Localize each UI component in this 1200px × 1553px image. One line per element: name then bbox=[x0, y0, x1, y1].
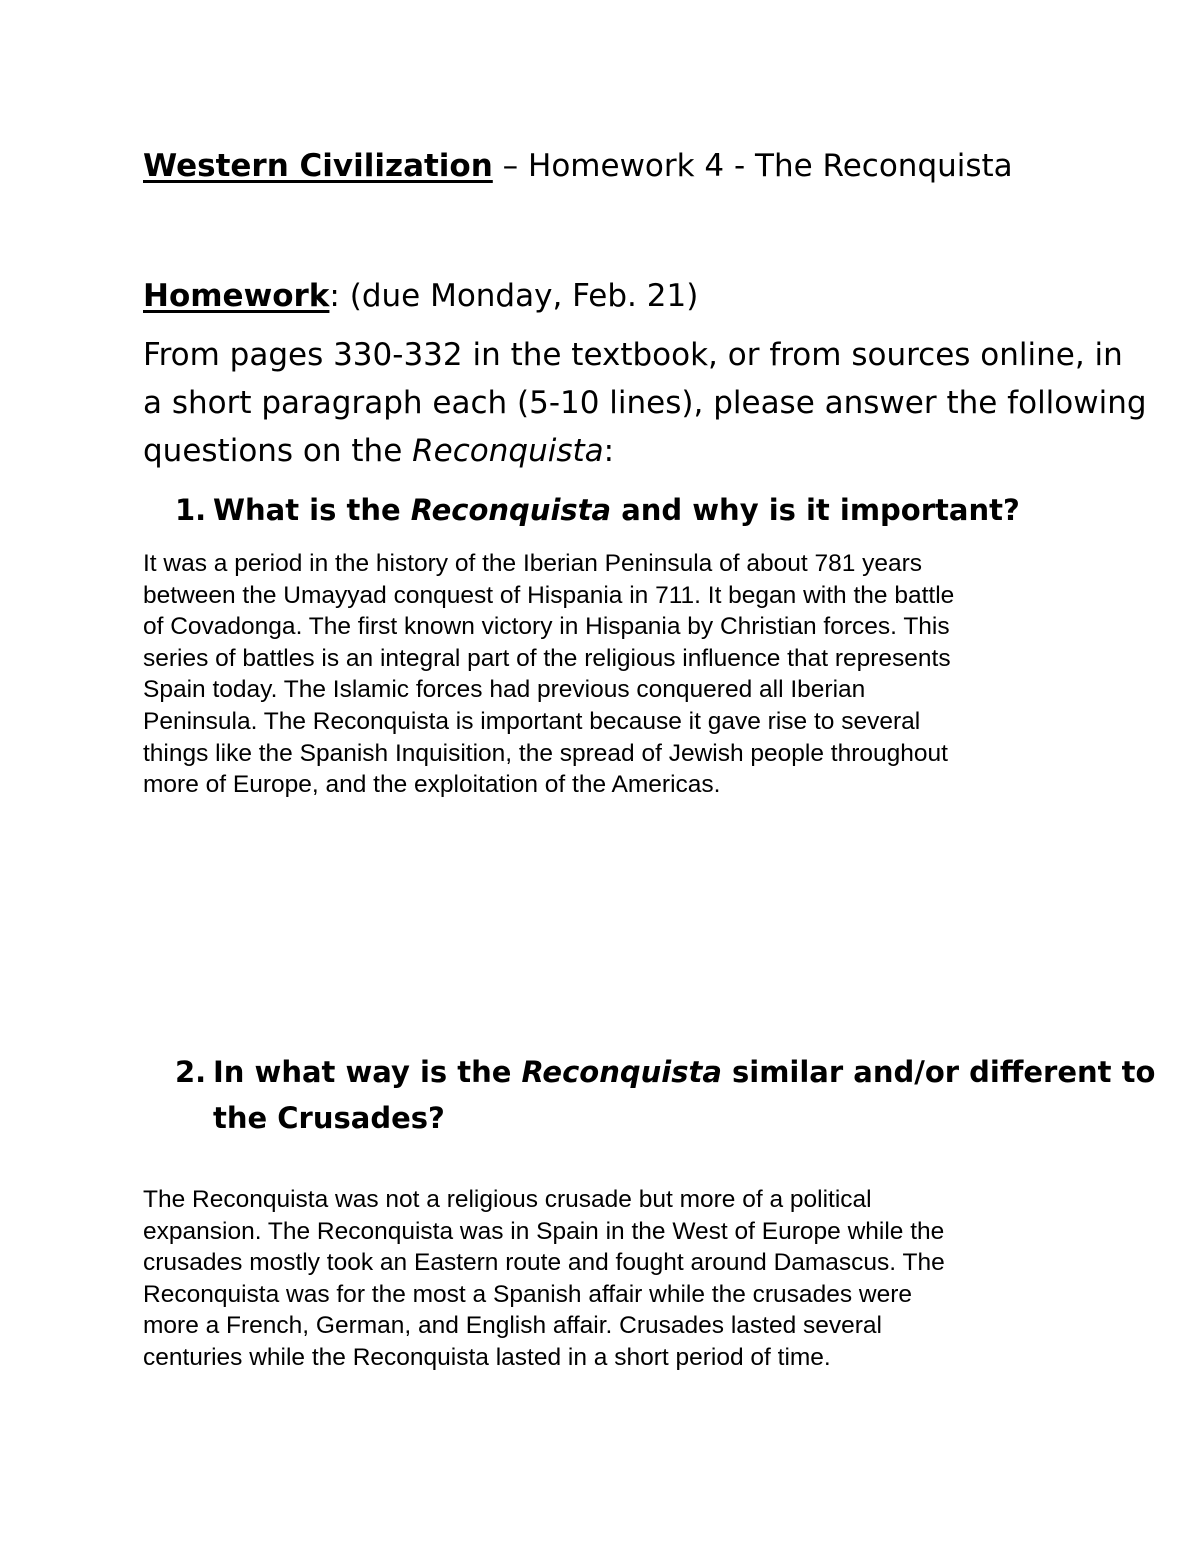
question-2-em: Reconquista bbox=[521, 1055, 722, 1089]
instructions-line-3-em: Reconquista bbox=[412, 433, 604, 469]
answer-2-line: more a French, German, and English affair. Crusades lasted several bbox=[143, 1312, 882, 1340]
homework-label: Homework bbox=[143, 278, 330, 314]
question-2-number: 2. bbox=[175, 1055, 207, 1089]
instructions-line-2: a short paragraph each (5-10 lines), please answer the following bbox=[143, 385, 1147, 421]
answer-1-line: It was a period in the history of the Iberian Peninsula of about 781 years bbox=[143, 550, 923, 577]
answer-2 bbox=[143, 1184, 1083, 1374]
question-1 bbox=[175, 487, 1020, 533]
answer-1-line: Spain today. The Islamic forces had previous conquered all Iberian bbox=[143, 676, 866, 704]
answer-2-line: The Reconquista was not a religious crusade but more of a political bbox=[143, 1186, 872, 1213]
answer-1-line: Peninsula. The Reconquista is important because it gave rise to several bbox=[143, 707, 921, 735]
question-2-post: similar and/or different to bbox=[721, 1055, 1156, 1089]
answer-1-line: of Covadonga. The first known victory in Hispania by Christian forces. This bbox=[143, 613, 950, 641]
answer-1-line: series of battles is an integral part of the religious influence that represents bbox=[143, 644, 951, 672]
instructions-paragraph bbox=[143, 331, 1147, 475]
instructions-line-3-pre: questions on the bbox=[143, 433, 413, 469]
question-1-pre: What is the bbox=[213, 493, 411, 527]
question-2-line-2: the Crusades? bbox=[213, 1101, 445, 1135]
homework-due-line bbox=[143, 274, 698, 318]
instructions-line-1: From pages 330-332 in the textbook, or from sources online, in bbox=[143, 337, 1123, 373]
question-1-line bbox=[175, 487, 1020, 533]
answer-2-line: Reconquista was for the most a Spanish affair while the crusades were bbox=[143, 1280, 912, 1308]
document-title bbox=[143, 144, 1013, 188]
answer-2-line: crusades mostly took an Eastern route and fought around Damascus. The bbox=[143, 1249, 945, 1277]
question-2-pre: In what way is the bbox=[213, 1055, 522, 1089]
answer-2-line: centuries while the Reconquista lasted in a short period of time. bbox=[143, 1343, 831, 1371]
question-1-em: Reconquista bbox=[410, 493, 612, 527]
instructions-line-3 bbox=[143, 427, 1083, 475]
course-name: Western Civilization bbox=[143, 148, 493, 184]
answer-1-line: things like the Spanish Inquisition, the spread of Jewish people throughout bbox=[143, 739, 948, 767]
question-1-post: and why is it important? bbox=[611, 493, 1020, 527]
question-2 bbox=[175, 1049, 1155, 1141]
answer-1 bbox=[143, 548, 1083, 801]
title-dash: – bbox=[492, 148, 529, 184]
due-date: : (due Monday, Feb. 21) bbox=[329, 278, 699, 314]
question-2-line-1 bbox=[175, 1049, 1155, 1095]
question-1-number: 1. bbox=[175, 493, 207, 527]
homework-subtitle: Homework 4 - The Reconquista bbox=[528, 148, 1013, 184]
instructions-line-3-post: : bbox=[603, 433, 615, 469]
answer-1-line: more of Europe, and the exploitation of the Americas. bbox=[143, 771, 721, 799]
answer-1-line: between the Umayyad conquest of Hispania in 711. It began with the battle bbox=[143, 581, 955, 609]
answer-2-line: expansion. The Reconquista was in Spain in the West of Europe while the bbox=[143, 1217, 945, 1245]
